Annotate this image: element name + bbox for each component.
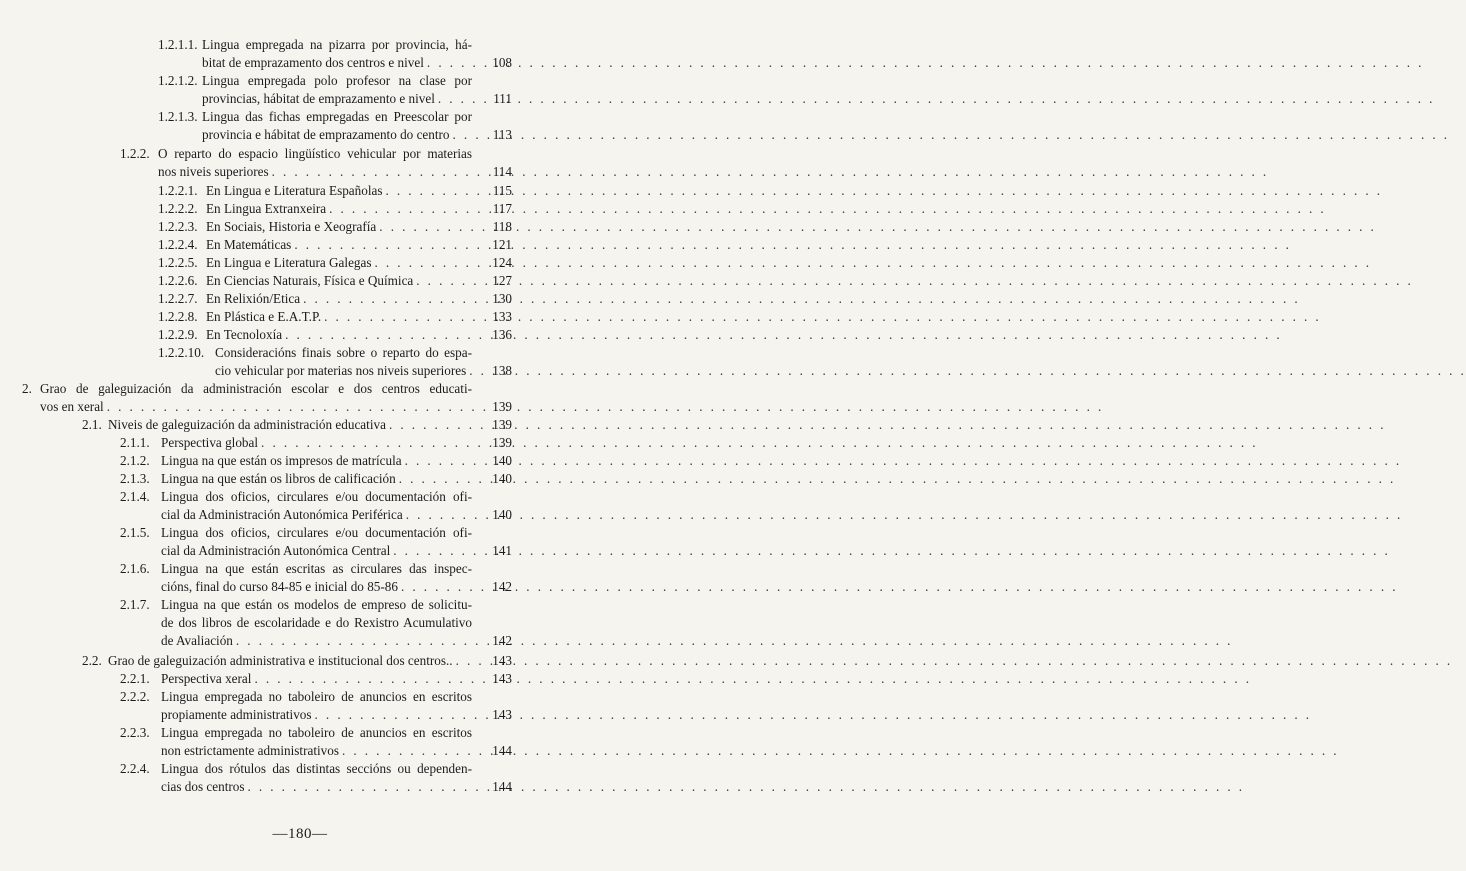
toc-entry (120, 488, 512, 524)
toc-entry-page: 114 (492, 164, 512, 180)
toc-entry-page: 143 (492, 707, 512, 723)
toc-entry-title-line: cións, final do curso 84-85 e inicial do 85-86 (161, 579, 398, 595)
toc-entry-page: 115 (492, 183, 512, 198)
leader-dots (450, 126, 472, 144)
toc-entry-number: 2.2.2. (120, 689, 150, 704)
toc-entry-page: 142 (492, 579, 512, 595)
toc-entry-page: 140 (492, 453, 512, 468)
leader-dots (326, 200, 472, 218)
toc-entry (158, 308, 512, 326)
toc-entry-number: 1.2.2.9. (158, 327, 198, 342)
toc-entry-page: 111 (493, 91, 512, 107)
toc-entry-title-line: Grao de galeguización administrativa e institucional dos centros.. (108, 653, 453, 668)
toc-entry-number: 2.2.4. (120, 761, 150, 776)
toc-entry-page: 124 (492, 255, 512, 270)
leader-dots (390, 542, 472, 560)
toc-entry (158, 72, 512, 108)
toc-entry (158, 254, 512, 272)
toc-entry-page: 139 (492, 417, 512, 432)
leader-dots (403, 506, 472, 524)
toc-entry-number: 1.2.2.5. (158, 255, 198, 270)
toc-entry (158, 218, 512, 236)
toc-entry-title-line: En Plástica e E.A.T.P. (206, 309, 322, 324)
toc-entry-number: 2.1.7. (120, 597, 150, 612)
toc-entry-page: 141 (492, 543, 512, 559)
toc-entry (120, 688, 512, 724)
toc-entry (158, 290, 512, 308)
toc-entry-title-line: Lingua dos rótulos das distintas seccións ou dependen- (161, 761, 472, 776)
toc-entry-title-line: Lingua empregada no taboleiro de anuncios en escritos (161, 689, 472, 704)
leader-dots (282, 326, 472, 344)
toc-entry-title-line: Lingua empregada no taboleiro de anuncios en escritos (161, 725, 472, 740)
leader-dots (233, 632, 472, 650)
toc-entry (22, 380, 512, 416)
toc-entry-number: 1.2.2.6. (158, 273, 198, 288)
toc-entry-number: 2.1.5. (120, 525, 150, 540)
toc-entry-page: 139 (492, 399, 512, 415)
toc-entry-number: 1.2.2.8. (158, 309, 198, 324)
toc-entry-page: 136 (492, 327, 512, 342)
toc-entry-number: 2.1.4. (120, 489, 150, 504)
toc-entry-title-line: cias dos centros (161, 779, 245, 795)
toc-entry-title-line: Lingua dos oficios, circulares e/ou documentación ofi- (161, 489, 472, 504)
toc-entry-number: 1.2.1.2. (158, 73, 198, 88)
toc-entry (158, 182, 512, 200)
toc-entry-number: 2.1.1. (120, 435, 150, 450)
toc-entry-page: 138 (492, 363, 512, 379)
toc-entry-title-line: de Avaliación (161, 633, 233, 649)
toc-entry-number: 2.1.2. (120, 453, 150, 468)
toc-entry-title-line: Perspectiva xeral (161, 671, 252, 686)
leader-dots (383, 182, 473, 200)
toc-entry-title-line: Lingua empregada na pizarra por provincia, há- (202, 37, 472, 52)
toc-entry (120, 670, 512, 688)
toc-entry-title-line: de dos libros de escolaridade e do Rexistro Acumulativo (161, 615, 472, 631)
toc-entry-title-line: O reparto do espacio lingüístico vehicular por materias (158, 146, 472, 161)
toc-entry-title-line: En Ciencias Naturais, Física e Química (206, 273, 414, 288)
leader-dots (269, 163, 472, 181)
leader-dots (396, 470, 472, 488)
leader-dots (453, 652, 472, 670)
toc-entry-page: 108 (492, 55, 512, 71)
toc-entry (120, 724, 512, 760)
leader-dots (398, 578, 472, 596)
toc-entry-title-line: En Matemáticas (206, 237, 292, 252)
toc-entry-title-line: Lingua empregada polo profesor na clase por (202, 73, 472, 88)
toc-entry-title-line: Perspectiva global (161, 435, 259, 450)
leader-dots (291, 236, 472, 254)
leader-dots (321, 308, 472, 326)
toc-entry (120, 596, 512, 651)
toc-entry-title-line: provincia e hábitat de emprazamento do centro (202, 127, 450, 143)
toc-entry-page: 139 (492, 435, 512, 450)
toc-entry-page: 133 (492, 309, 512, 324)
toc-entry-number: 1.2.2.10. (158, 345, 205, 360)
toc-entry-number: 2.2.3. (120, 725, 150, 740)
toc-entry-title-line: cial da Administración Autonómica Periférica (161, 507, 403, 523)
toc-entry-number: 1.2.2.1. (158, 183, 198, 198)
leader-dots (312, 706, 472, 724)
toc-entry-title-line: cio vehicular por materias nos niveis superiores (215, 363, 467, 379)
toc-entry-title-line: bitat de emprazamento dos centros e nivel (202, 55, 424, 71)
toc-entry-number: 2.1.3. (120, 471, 150, 486)
toc-entry-number: 2.1. (82, 417, 102, 432)
leader-dots (372, 254, 472, 272)
toc-entry-page: 143 (492, 653, 512, 668)
toc-entry (158, 236, 512, 254)
toc-entry-title-line: Lingua na que están os libros de calificación (161, 471, 396, 486)
toc-entry-number: 2.2. (82, 653, 102, 668)
toc-entry-title-line: nos niveis superiores (158, 164, 269, 180)
toc-entry-title-line: En Lingua e Literatura Galegas (206, 255, 372, 270)
toc-entry (120, 452, 512, 470)
toc-entry-page: 121 (492, 237, 512, 252)
toc-entry-number: 1.2.2.2. (158, 201, 198, 216)
leader-dots (258, 434, 472, 452)
toc-entry (158, 326, 512, 344)
toc-entry (158, 344, 512, 380)
leader-dots (424, 54, 472, 72)
leader-dots (435, 90, 472, 108)
toc-entry-number: 1.2.1.1. (158, 37, 198, 52)
toc-entry (120, 524, 512, 560)
leader-dots (339, 742, 472, 760)
leader-dots (300, 290, 472, 308)
toc-entry-number: 1.2.1.3. (158, 109, 198, 124)
toc-entry (158, 200, 512, 218)
toc-entry-number: 2.2.1. (120, 671, 150, 686)
toc-entry-number: 1.2.2.4. (158, 237, 198, 252)
leader-dots (251, 670, 472, 688)
toc-entry-page: 144 (492, 779, 512, 795)
toc-entry-title-line: En Lingua Extranxeira (206, 201, 327, 216)
toc-entry-title-line: Niveis de galeguización da administración educativa (108, 417, 386, 432)
toc-entry-page: 113 (492, 127, 512, 143)
toc-entry-title-line: Lingua na que están os modelos de empreso de solicitu- (161, 597, 472, 612)
toc-entry (158, 272, 512, 290)
toc-entry-title-line: Lingua das fichas empregadas en Preescolar por (202, 109, 472, 124)
toc-entry (82, 652, 512, 670)
leader-dots (245, 778, 473, 796)
toc-entry-page: 143 (492, 671, 512, 686)
toc-entry (158, 36, 512, 72)
toc-entry-title-line: En Sociais, Historia e Xeografía (206, 219, 377, 234)
toc-entry-page: 118 (492, 219, 512, 234)
toc-entry (158, 108, 512, 144)
toc-entry-title-line: En Tecnoloxía (206, 327, 283, 342)
toc-entry-number: 1.2.2.3. (158, 219, 198, 234)
toc-entry (82, 416, 512, 434)
toc-entry-title-line: Grao de galeguización da administración escolar e dos centros educati- (40, 381, 472, 396)
page-number: —180— (272, 826, 328, 842)
toc-entry-title-line: propiamente administrativos (161, 707, 312, 723)
toc-entry-page: 140 (492, 471, 512, 486)
toc-entry-title-line: provincias, hábitat de emprazamento e nivel (202, 91, 435, 107)
toc-entry-title-line: vos en xeral (40, 399, 104, 415)
toc-entry (120, 434, 512, 452)
toc-entry (120, 760, 512, 796)
leader-dots (386, 416, 472, 434)
toc-entry-title-line: En Lingua e Literatura Españolas (206, 183, 383, 198)
toc-entry-page: 130 (492, 291, 512, 306)
toc-entry-page: 144 (492, 743, 512, 759)
toc-entry-title-line: Lingua na que están os impresos de matrícula (161, 453, 402, 468)
toc-entry-page: 127 (492, 273, 512, 288)
toc-entry-title-line: Consideracións finais sobre o reparto do espa- (215, 345, 472, 360)
toc-entry-page: 117 (492, 201, 512, 216)
toc-entry-title-line: cial da Administración Autonómica Central (161, 543, 391, 559)
leader-dots (376, 218, 472, 236)
leader-dots (402, 452, 472, 470)
leader-dots (104, 398, 472, 416)
toc-entry-number: 2.1.6. (120, 561, 150, 576)
toc-entry (120, 145, 512, 181)
toc-entry-title-line: Lingua dos oficios, circulares e/ou documentación ofi- (161, 525, 472, 540)
toc-entry-title-line: En Relixión/Etica (206, 291, 301, 306)
toc-entry-number: 1.2.2. (120, 146, 150, 161)
toc-page (0, 0, 600, 871)
toc-entry-page: 140 (492, 507, 512, 523)
toc-entry-number: 2. (22, 381, 32, 396)
toc-entry-title-line: Lingua na que están escritas as circulares das inspec- (161, 561, 472, 576)
toc-entry (120, 560, 512, 596)
toc-entry-number: 1.2.2.7. (158, 291, 198, 306)
toc-entry (120, 470, 512, 488)
leader-dots (413, 272, 472, 290)
toc-entry-title-line: non estrictamente administrativos (161, 743, 339, 759)
toc-entry-page: 142 (492, 633, 512, 649)
